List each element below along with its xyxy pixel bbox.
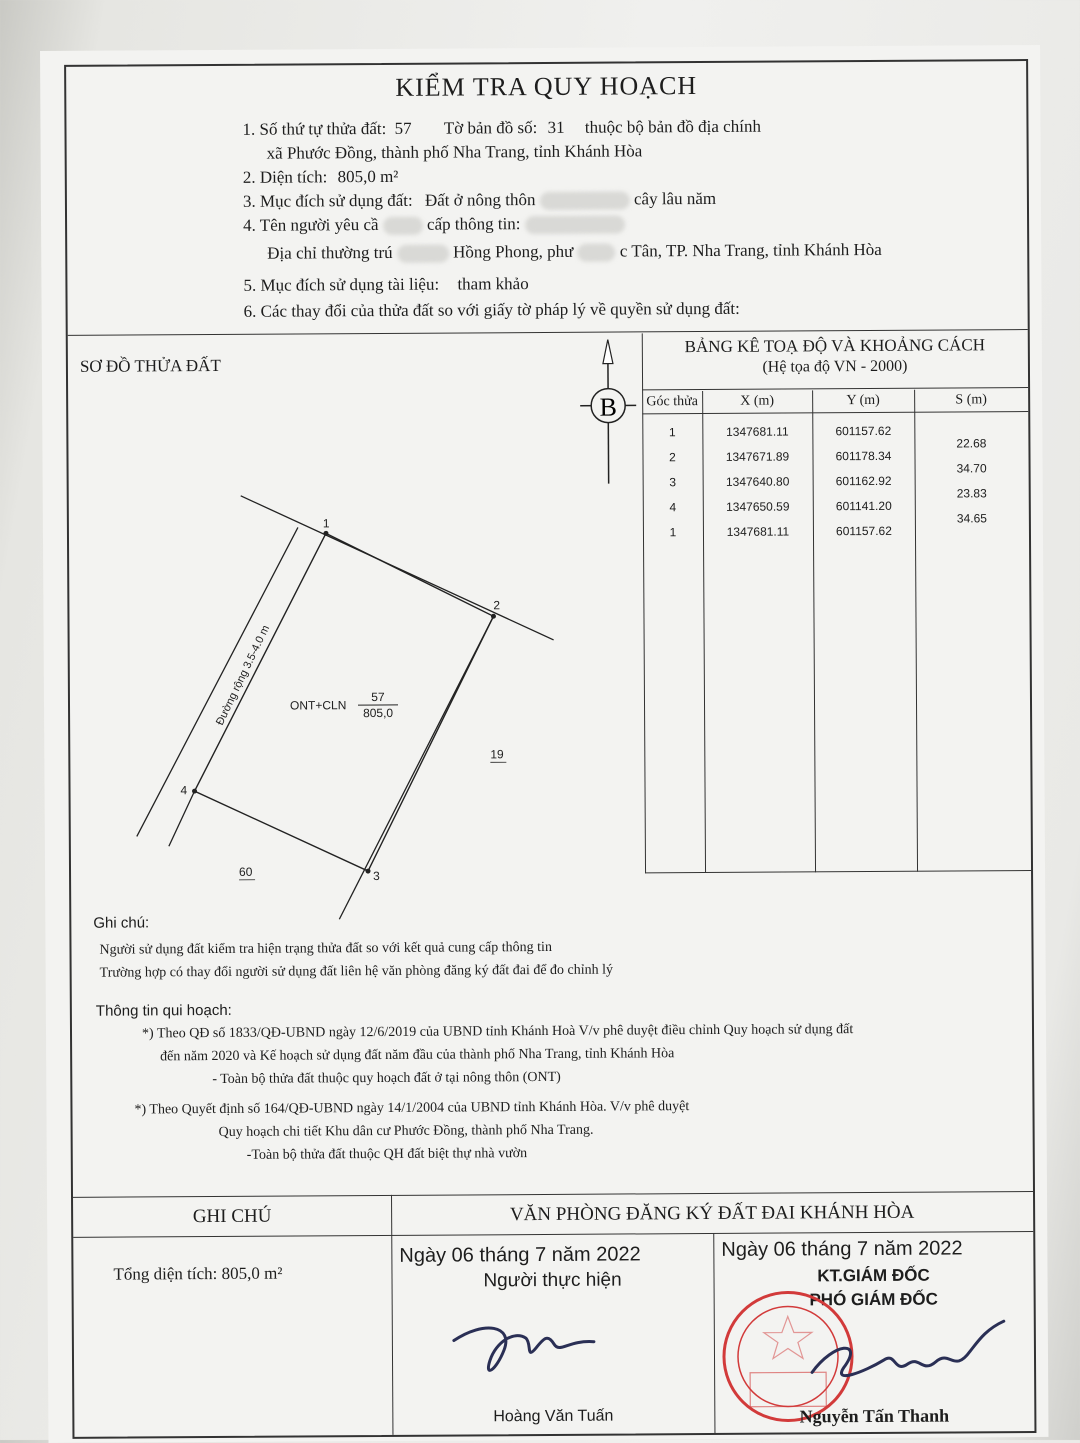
cadastral-map-label: thuộc bộ bản đồ địa chính	[585, 117, 761, 137]
director-name: Nguyễn Tấn Thanh	[714, 1405, 1034, 1428]
info-line-3	[243, 189, 716, 212]
line1-number: 1.	[242, 120, 255, 139]
requester-label: 4. Tên người yêu cầ	[243, 215, 379, 235]
redacted-block	[578, 244, 616, 262]
cell-point: 2	[642, 450, 702, 464]
coordinate-table	[642, 331, 1031, 873]
info-line-6: 6. Các thay đổi của thửa đất so với giấy tờ pháp lý về quyền sử dụng đất:	[244, 299, 740, 322]
footer-header-line	[73, 1231, 1033, 1238]
table-bottom-border	[645, 870, 1031, 873]
director-title-1: KT.GIÁM ĐỐC	[713, 1265, 1033, 1287]
cell-y: 601157.62	[813, 524, 915, 539]
cell-y: 601141.20	[813, 499, 915, 514]
header-x: X (m)	[702, 393, 812, 410]
vertex-marker	[192, 789, 197, 794]
cell-point: 4	[643, 500, 703, 514]
cell-y: 601178.34	[812, 449, 914, 464]
cell-distance: 34.70	[915, 461, 1029, 476]
header-corner: Góc thửa	[642, 394, 702, 410]
document-page	[40, 45, 1048, 1443]
cell-point: 3	[643, 475, 703, 489]
info-line-1	[242, 117, 761, 140]
address-label: Địa chỉ thường trú	[267, 243, 392, 263]
road-label: Đường rộng 3.5-4.0 m	[214, 623, 272, 727]
document-frame	[64, 59, 1036, 1439]
boundary-extension	[169, 791, 195, 846]
address-line	[267, 240, 882, 264]
cell-x: 1347640.80	[703, 474, 813, 489]
parcel-number-value: 57	[394, 119, 411, 138]
footer-top-line	[73, 1191, 1033, 1198]
address-part: Hồng Phong, phư	[453, 242, 573, 262]
area-value: 805,0 m²	[337, 167, 398, 186]
note-line-2: Trường hợp có thay đổi người sử dụng đất liên hệ văn phòng đăng ký đất đai để đo chỉnh lý	[100, 963, 613, 982]
footer-col-line	[391, 1195, 393, 1435]
map-sheet-label: Tờ bản đồ số:	[444, 118, 538, 138]
footer-note-heading: GHI CHÚ	[73, 1205, 391, 1229]
note-line-1: Người sử dụng đất kiểm tra hiện trạng thửa đất so với kết quả cung cấp thông tin	[99, 940, 552, 959]
table-header-top	[642, 387, 1028, 390]
date-right: Ngày 06 tháng 7 năm 2022	[721, 1237, 962, 1261]
cell-x: 1347681.11	[702, 424, 812, 439]
planning-line-5: Quy hoạch chi tiết Khu dân cư Phước Đồng, thành phố Nha Trang.	[219, 1123, 594, 1141]
vertex-label-4: 4	[180, 783, 187, 797]
planning-line-2: đến năm 2020 và Kế hoạch sử dụng đất năm đầu của thành phố Nha Trang, tỉnh Khánh Hòa	[160, 1046, 674, 1065]
vertex-marker	[323, 531, 328, 536]
planning-line-1: *) Theo QĐ số 1833/QĐ-UBND ngày 12/6/2019 của UBND tỉnh Khánh Hoà V/v phê duyệt điều chỉnh Quy hoạch sử dụng đất	[142, 1022, 853, 1042]
cell-y: 601157.62	[812, 424, 914, 439]
map-sheet-value: 31	[548, 118, 565, 137]
parcel-number-label-map: 57	[371, 690, 385, 704]
land-use-value: Đất ở nông thôn	[425, 190, 536, 210]
cell-distance: 22.68	[914, 436, 1028, 451]
cell-distance: 23.83	[915, 486, 1029, 501]
planning-line-3: - Toàn bộ thửa đất thuộc quy hoạch đất ở tại nông thôn (ONT)	[212, 1070, 561, 1088]
redacted-name	[525, 216, 625, 235]
diagram-heading: SƠ ĐỒ THỬA ĐẤT	[80, 356, 221, 377]
info-line-2	[243, 167, 399, 188]
vertex-label-3: 3	[373, 869, 380, 883]
commune-line: xã Phước Đồng, thành phố Nha Trang, tỉnh Khánh Hòa	[267, 141, 643, 163]
table-title: BẢNG KÊ TOẠ ĐỘ VÀ KHOẢNG CÁCH	[642, 335, 1028, 357]
purpose-label: 5. Mục đích sử dụng tài liệu:	[243, 275, 439, 295]
performer-title: Người thực hiện	[391, 1269, 713, 1293]
requester-label-2: cấp thông tin:	[427, 214, 521, 234]
redacted-block	[383, 217, 423, 235]
info-line-4	[243, 213, 625, 235]
planning-line-6: -Toàn bộ thửa đất thuộc QH đất biệt thự nhà vườn	[247, 1146, 527, 1164]
cell-distance: 34.65	[915, 511, 1029, 526]
cell-x: 1347671.89	[702, 449, 812, 464]
performer-signature	[444, 1300, 625, 1391]
header-y: Y (m)	[812, 393, 914, 410]
performer-name: Hoàng Văn Tuấn	[392, 1407, 714, 1427]
cell-point: 1	[642, 425, 702, 439]
planning-heading: Thông tin qui hoạch:	[96, 1002, 232, 1020]
parcel-area-label-map: 805,0	[363, 706, 393, 720]
road-edge-left	[135, 527, 300, 836]
vertex-label-2: 2	[493, 598, 500, 612]
planning-line-4: *) Theo Quyết định số 164/QĐ-UBND ngày 14/1/2004 của UBND tỉnh Khánh Hòa. V/v phê duyệt	[134, 1099, 689, 1118]
cell-x: 1347681.11	[703, 524, 813, 539]
cell-y: 601162.92	[813, 474, 915, 489]
parcel-number-label: Số thứ tự thửa đất:	[259, 119, 386, 139]
vertex-label-1: 1	[323, 516, 330, 530]
footer-office-heading: VĂN PHÒNG ĐĂNG KÝ ĐẤT ĐAI KHÁNH HÒA	[391, 1201, 1033, 1227]
director-title-2: PHÓ GIÁM ĐỐC	[714, 1289, 1034, 1311]
director-signature	[804, 1311, 1035, 1402]
parcel-diagram	[68, 333, 672, 977]
land-use-label: 3. Mục đích sử dụng đất:	[243, 191, 413, 211]
address-part-2: c Tân, TP. Nha Trang, tỉnh Khánh Hòa	[620, 240, 882, 261]
parcel-use-label: ONT+CLN	[290, 698, 346, 712]
cell-point: 1	[643, 525, 703, 539]
document-title: KIỂM TRA QUY HOẠCH	[66, 69, 1026, 105]
north-letter: B	[599, 393, 617, 422]
table-header-bottom	[642, 411, 1028, 414]
vertex-marker	[366, 869, 371, 874]
area-label: 2. Diện tích:	[243, 167, 328, 187]
table-subtitle: (Hệ tọa độ VN - 2000)	[642, 357, 1028, 377]
land-use-value-2: cây lâu năm	[634, 189, 716, 209]
vertex-marker	[491, 614, 496, 619]
redacted-block	[540, 192, 630, 211]
neighbor-parcel-60: 60	[239, 865, 253, 879]
total-area: Tổng diện tích: 805,0 m²	[113, 1264, 282, 1285]
header-s: S (m)	[914, 392, 1028, 409]
cell-x: 1347650.59	[703, 499, 813, 514]
notes-heading: Ghi chú:	[93, 914, 149, 931]
redacted-block	[397, 245, 449, 263]
neighbor-parcel-19: 19	[490, 747, 504, 761]
info-line-5	[243, 274, 528, 296]
purpose-value: tham khảo	[457, 274, 528, 293]
date-left: Ngày 06 tháng 7 năm 2022	[399, 1243, 640, 1267]
